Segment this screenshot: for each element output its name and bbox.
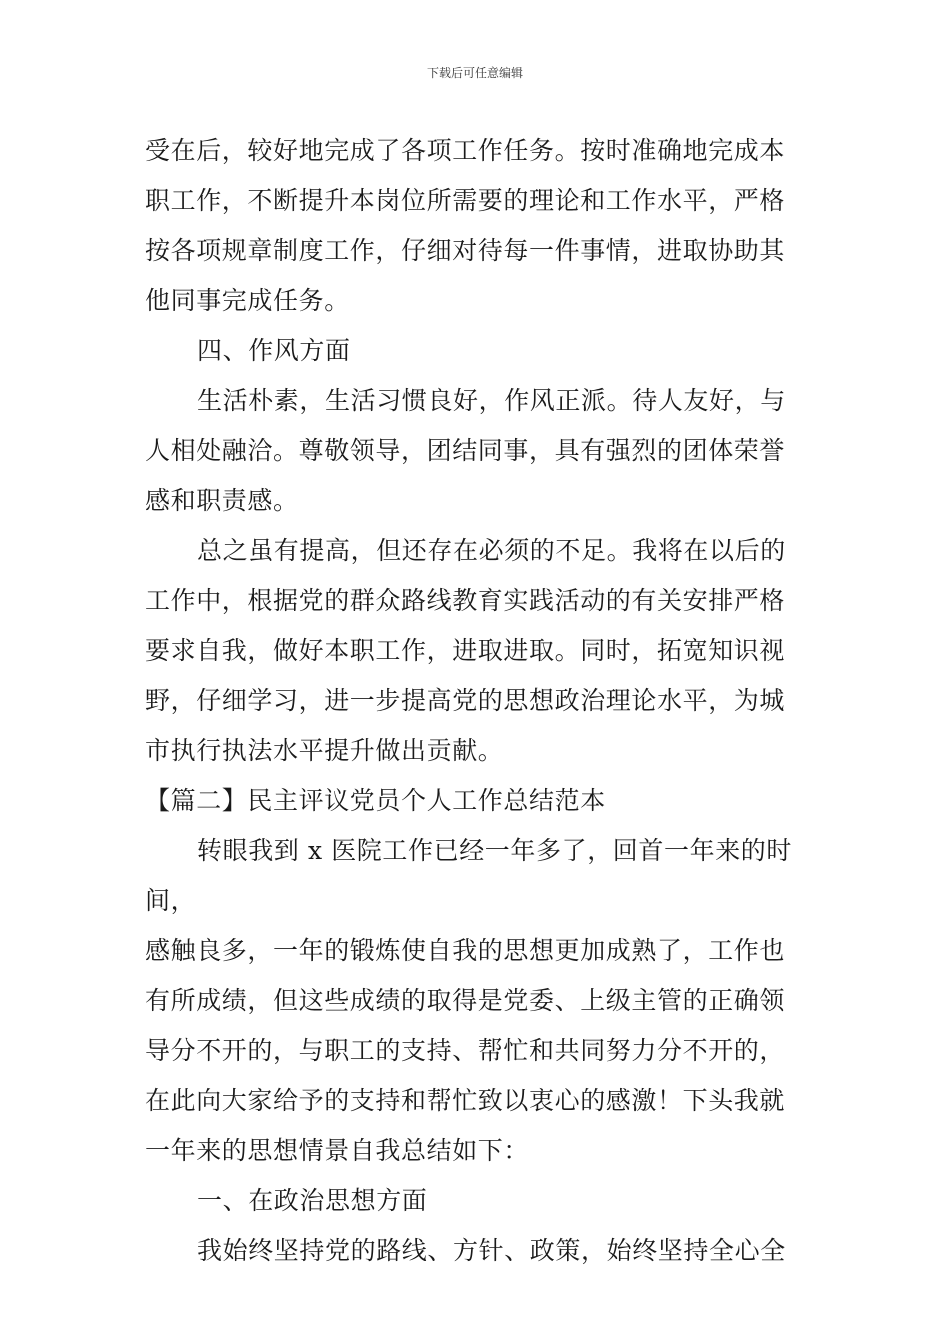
body-line: 受在后，较好地完成了各项工作任务。按时准确地完成本 (145, 136, 786, 165)
document-body (145, 126, 815, 1276)
body-line: 他同事完成任务。 (145, 286, 350, 315)
body-line: 导分不开的，与职工的支持、帮忙和共同努力分不开的， (145, 1036, 786, 1065)
body-line: 要求自我，做好本职工作，进取进取。同时，拓宽知识视 (145, 636, 786, 665)
body-line: 按各项规章制度工作，仔细对待每一件事情，进取协助其 (145, 236, 786, 265)
body-line: 感触良多，一年的锻炼使自我的思想更加成熟了，工作也 (145, 936, 786, 965)
page-header: 下载后可任意编辑 (426, 66, 523, 80)
body-line: 感和职责感。 (145, 486, 299, 515)
body-line: 职工作，不断提升本岗位所需要的理论和工作水平，严格 (145, 186, 786, 215)
body-line: 在此向大家给予的支持和帮忙致以衷心的感激！下头我就 (145, 1086, 786, 1115)
body-line: 我始终坚持党的路线、方针、政策，始终坚持全心全 (197, 1236, 786, 1265)
body-line: 生活朴素，生活习惯良好，作风正派。待人友好，与 (197, 386, 786, 415)
body-line: 有所成绩，但这些成绩的取得是党委、上级主管的正确领 (145, 986, 786, 1015)
section-heading: 一、在政治思想方面 (197, 1186, 428, 1215)
section-heading: 四、作风方面 (197, 336, 351, 365)
body-line: 工作中，根据党的群众路线教育实践活动的有关安排严格 (145, 586, 786, 615)
body-line: 野，仔细学习，进一步提高党的思想政治理论水平，为城 (145, 686, 786, 715)
body-line: 转眼我到 x 医院工作已经一年多了，回首一年来的时间， (145, 836, 792, 915)
body-line: 一年来的思想情景自我总结如下： (145, 1136, 530, 1165)
body-line: 总之虽有提高，但还存在必须的不足。我将在以后的 (197, 536, 786, 565)
body-line: 市执行执法水平提升做出贡献。 (145, 736, 504, 765)
chapter-title: 【篇二】民主评议党员个人工作总结范本 (145, 786, 606, 815)
body-line: 人相处融洽。尊敬领导，团结同事，具有强烈的团体荣誉 (145, 436, 786, 465)
